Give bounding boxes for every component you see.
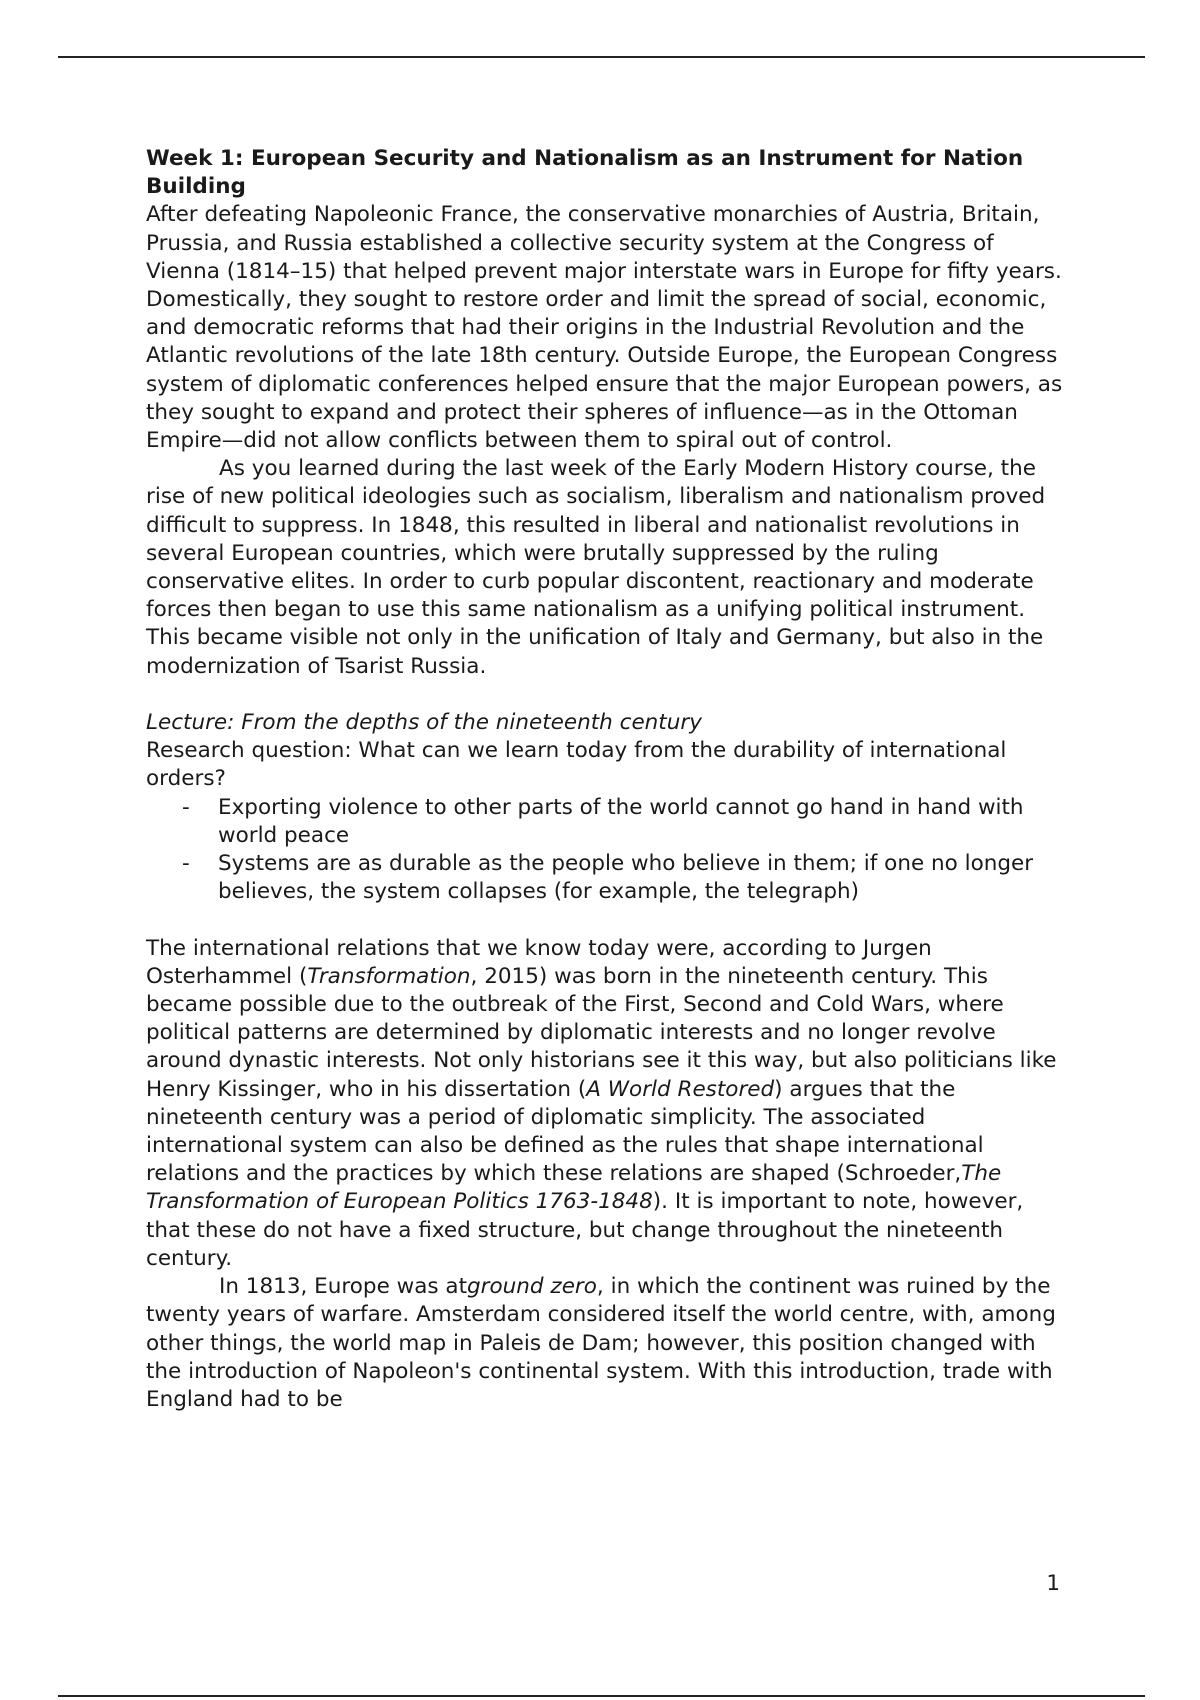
paragraph-text: , 2015) was born in the nineteenth century. This became possible due to the outbreak of the First, Second and Cold Wars, where political patterns are determined by diplomatic interests and no longer revolve around dynastic interests. Not only historians see it this way, but also politicians like Henry Kissinger, who in his dissertation ( — [146, 963, 1057, 1102]
list-item-text: Exporting violence to other parts of the world cannot go hand in hand with world peace — [218, 794, 1024, 848]
header-rule — [58, 56, 1145, 58]
blank-line — [146, 681, 1066, 709]
intro-paragraph: After defeating Napoleonic France, the conservative monarchies of Austria, Britain, Prussia, and Russia established a collective security system at the Congress of Vienna (1814–15) that helped prevent major interstate wars in Europe for fifty years. Domestically, they sought to restore order and limit the spread of social, economic, and democratic reforms that had their origins in the Industrial Revolution and the Atlantic revolutions of the late 18th century. Outside Europe, the European Congress system of diplomatic conferences helped ensure that the major European powers, as they sought to expand and protect their spheres of influence—as in the Ottoman Empire—did not allow conflicts between them to spiral out of control. — [146, 202, 1063, 454]
list-item — [182, 794, 1066, 850]
final-paragraph — [146, 1273, 1066, 1414]
list-item — [182, 850, 1066, 906]
paragraph-text: The international relations that we know today were, according to Jurgen Osterhammel ( — [146, 935, 932, 989]
italic-title: The Transformation of European Politics 1763-1848 — [146, 1161, 1002, 1215]
paragraph-text: ). It is important to note, however, that these do not have a fixed structure, but change throughout the nineteenth century. — [146, 1189, 1024, 1271]
list-item-text: Systems are as durable as the people who believe in them; if one no longer believes, the system collapses (for example, the telegraph) — [218, 851, 1034, 905]
dash-marker: - — [182, 794, 190, 820]
lecture-heading: Lecture: From the depths of the nineteenth century — [146, 710, 702, 736]
dash-marker: - — [182, 851, 190, 877]
second-paragraph: As you learned during the last week of the Early Modern History course, the rise of new political ideologies such as socialism, liberalism and nationalism proved difficult to suppress. In 1848, this resulted in liberal and nationalist revolutions in several European countries, which were brutally suppressed by the ruling conservative elites. In order to curb popular discontent, reactionary and moderate forces then began to use this same nationalism as a unifying political instrument. This became visible not only in the unification of Italy and Germany, but also in the modernization of Tsarist Russia. — [146, 456, 1046, 679]
blank-line — [146, 906, 1066, 934]
page-number: 1 — [1046, 1571, 1060, 1596]
document-title: Week 1: European Security and Nationalism as an Instrument for Nation Building — [146, 146, 1024, 200]
document-body — [146, 145, 1066, 1414]
paragraph-text: , in which the continent was ruined by the twenty years of warfare. Amsterdam considered itself the world centre, with, among other things, the world map in Paleis de Dam; however, this position changed with the introduction of Napoleon's continental system. With this introduction, trade with England had to be — [146, 1274, 1056, 1412]
paragraph-text: ) argues that the nineteenth century was a period of diplomatic simplicity. The associated international system can also be defined as the rules that shape international relations and the practices by which these relations are shaped (Schroeder, — [146, 1076, 984, 1187]
footer-rule — [58, 1695, 1145, 1697]
italic-title: A World Restored — [586, 1076, 775, 1102]
paragraph-text: In 1813, Europe was at — [219, 1274, 468, 1300]
italic-title: Transformation — [307, 963, 471, 989]
italic-phrase: ground zero — [467, 1274, 597, 1300]
osterhammel-paragraph — [146, 935, 1066, 1273]
bullet-list — [146, 794, 1066, 907]
research-question: Research question: What can we learn today from the durability of international orders? — [146, 738, 1007, 792]
